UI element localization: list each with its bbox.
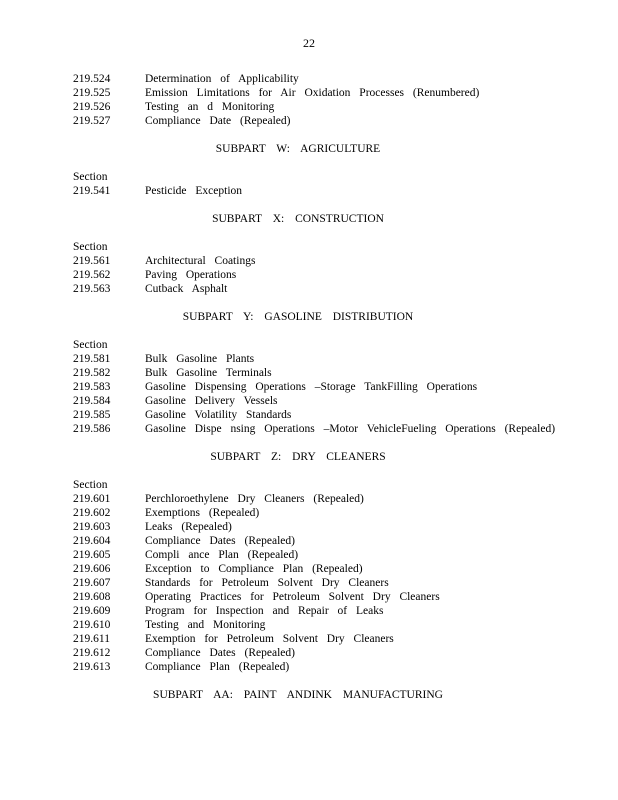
toc-entry bbox=[73, 422, 573, 436]
section-title: Exemption for Petroleum Solvent Dry Cleaners bbox=[145, 633, 394, 645]
section-title: Perchloroethylene Dry Cleaners (Repealed) bbox=[145, 493, 364, 505]
section-number: 219.583 bbox=[73, 381, 111, 393]
section-label: Section bbox=[73, 479, 108, 491]
toc-entry bbox=[73, 576, 573, 590]
section-number: 219.541 bbox=[73, 185, 111, 197]
toc-entry bbox=[73, 268, 573, 282]
section-title: Cutback Asphalt bbox=[145, 283, 228, 295]
section-title: Standards for Petroleum Solvent Dry Cleaners bbox=[145, 577, 389, 589]
toc-group-dry-cleaners bbox=[73, 478, 573, 674]
toc-entry bbox=[73, 562, 573, 576]
section-label: Section bbox=[73, 339, 108, 351]
section-number: 219.602 bbox=[73, 507, 111, 519]
section-title: Program for Inspection and Repair of Leaks bbox=[145, 605, 384, 617]
toc-entry bbox=[73, 408, 573, 422]
section-title: Gasoline Delivery Vessels bbox=[145, 395, 278, 407]
toc-entry bbox=[73, 534, 573, 548]
toc-entry bbox=[73, 604, 573, 618]
toc-entry bbox=[73, 366, 573, 380]
section-number: 219.586 bbox=[73, 423, 111, 435]
section-number: 219.562 bbox=[73, 269, 111, 281]
section-title: Bulk Gasoline Terminals bbox=[145, 367, 272, 379]
subpart-heading-y: SUBPART Y: GASOLINE DISTRIBUTION bbox=[182, 311, 414, 323]
subpart-heading-w: SUBPART W: AGRICULTURE bbox=[215, 143, 381, 155]
toc-entry bbox=[73, 548, 573, 562]
section-number: 219.524 bbox=[73, 73, 111, 85]
toc-entry bbox=[73, 632, 573, 646]
section-title: Exception to Compliance Plan (Repealed) bbox=[145, 563, 363, 575]
toc-entry bbox=[73, 492, 573, 506]
toc-entry bbox=[73, 114, 573, 128]
section-title: Gasoline Dispensing Operations –Storage TankFilling Operations bbox=[145, 381, 478, 393]
toc-group-continuation bbox=[73, 72, 573, 128]
section-number: 219.563 bbox=[73, 283, 111, 295]
section-number: 219.608 bbox=[73, 591, 111, 603]
section-title: Compliance Dates (Repealed) bbox=[145, 647, 295, 659]
section-number: 219.609 bbox=[73, 605, 111, 617]
toc-entry bbox=[73, 352, 573, 366]
toc-entry bbox=[73, 394, 573, 408]
section-title: Testing and Monitoring bbox=[145, 619, 266, 631]
toc-entry bbox=[73, 660, 573, 674]
section-title: Paving Operations bbox=[145, 269, 237, 281]
section-title: Architectural Coatings bbox=[145, 255, 256, 267]
section-title: Compliance Dates (Repealed) bbox=[145, 535, 295, 547]
table-of-contents bbox=[73, 72, 573, 716]
toc-entry bbox=[73, 184, 573, 198]
section-label: Section bbox=[73, 241, 108, 253]
section-number: 219.527 bbox=[73, 115, 111, 127]
section-number: 219.525 bbox=[73, 87, 111, 99]
section-number: 219.612 bbox=[73, 647, 111, 659]
section-title: Gasoline Dispe nsing Operations –Motor VehicleFueling Operations (Repealed) bbox=[145, 423, 556, 435]
section-number: 219.611 bbox=[73, 633, 110, 645]
section-number: 219.584 bbox=[73, 395, 111, 407]
toc-entry bbox=[73, 380, 573, 394]
section-number: 219.610 bbox=[73, 619, 111, 631]
section-title: Compliance Plan (Repealed) bbox=[145, 661, 290, 673]
section-title: Pesticide Exception bbox=[145, 185, 243, 197]
section-number: 219.585 bbox=[73, 409, 111, 421]
section-title: Compli ance Plan (Repealed) bbox=[145, 549, 299, 561]
toc-entry bbox=[73, 590, 573, 604]
section-number: 219.607 bbox=[73, 577, 111, 589]
section-number: 219.604 bbox=[73, 535, 111, 547]
toc-group-gasoline-distribution bbox=[73, 338, 573, 436]
section-number: 219.526 bbox=[73, 101, 111, 113]
toc-entry bbox=[73, 506, 573, 520]
section-number: 219.601 bbox=[73, 493, 111, 505]
section-title: Exemptions (Repealed) bbox=[145, 507, 260, 519]
toc-entry bbox=[73, 86, 573, 100]
section-number: 219.603 bbox=[73, 521, 111, 533]
subpart-heading-x: SUBPART X: CONSTRUCTION bbox=[212, 213, 384, 225]
toc-entry bbox=[73, 254, 573, 268]
toc-entry bbox=[73, 72, 573, 86]
section-title: Determination of Applicability bbox=[145, 73, 299, 85]
toc-entry bbox=[73, 100, 573, 114]
section-number: 219.606 bbox=[73, 563, 111, 575]
toc-entry bbox=[73, 618, 573, 632]
subpart-heading-z: SUBPART Z: DRY CLEANERS bbox=[210, 451, 386, 463]
section-number: 219.582 bbox=[73, 367, 111, 379]
toc-group-agriculture bbox=[73, 170, 573, 198]
toc-group-construction bbox=[73, 240, 573, 296]
section-title: Testing an d Monitoring bbox=[145, 101, 275, 113]
section-number: 219.581 bbox=[73, 353, 111, 365]
toc-entry bbox=[73, 646, 573, 660]
section-title: Emission Limitations for Air Oxidation Processes (Renumbered) bbox=[145, 87, 480, 99]
section-number: 219.605 bbox=[73, 549, 111, 561]
section-number: 219.613 bbox=[73, 661, 111, 673]
section-title: Leaks (Repealed) bbox=[145, 521, 232, 533]
section-label: Section bbox=[73, 171, 108, 183]
toc-entry bbox=[73, 282, 573, 296]
subpart-heading-aa: SUBPART AA: PAINT ANDINK MANUFACTURING bbox=[153, 689, 443, 701]
section-number: 219.561 bbox=[73, 255, 111, 267]
toc-entry bbox=[73, 520, 573, 534]
page-number: 22 bbox=[303, 36, 315, 50]
section-title: Gasoline Volatility Standards bbox=[145, 409, 292, 421]
section-title: Operating Practices for Petroleum Solvent Dry Cleaners bbox=[145, 591, 440, 603]
section-title: Bulk Gasoline Plants bbox=[145, 353, 255, 365]
section-title: Compliance Date (Repealed) bbox=[145, 115, 291, 127]
